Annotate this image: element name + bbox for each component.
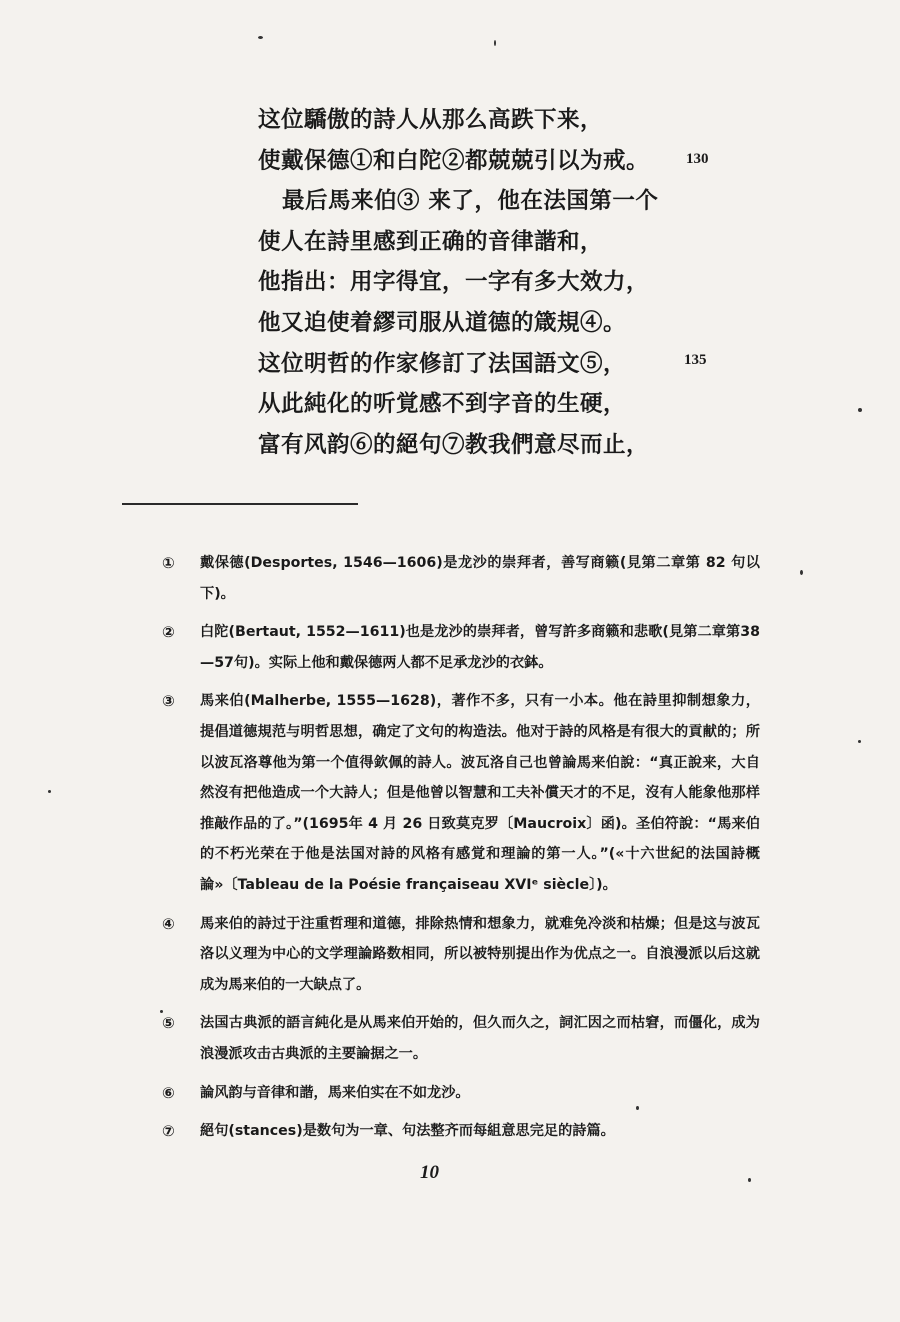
line-number-130: 130 xyxy=(686,151,709,167)
footnote xyxy=(160,1078,760,1109)
footnote-text: 論风韵与音律和諧，馬来伯实在不如龙沙。 xyxy=(200,1084,470,1101)
scan-speck xyxy=(800,570,803,575)
footnotes xyxy=(160,548,760,1155)
footnote xyxy=(160,548,760,609)
verse-line: 这位明哲的作家修訂了法国語文⑤， xyxy=(258,350,627,377)
scan-speck xyxy=(858,740,861,743)
footnote-text: 戴保德(Desportes, 1546—1606)是龙沙的崇拜者，善写商籁(見第二章第 82 句以下)。 xyxy=(200,555,760,602)
scan-speck xyxy=(160,1010,163,1013)
footnote xyxy=(160,686,760,900)
footnote xyxy=(160,909,760,1001)
footnote-text: 白陀(Bertaut, 1552—1611)也是龙沙的崇拜者，曾写許多商籁和悲歌(見第二章第38—57句)。实际上他和戴保德两人都不足承龙沙的衣鉢。 xyxy=(200,624,760,671)
footnote-marker: ② xyxy=(162,623,175,642)
scan-speck xyxy=(48,790,51,793)
scan-speck xyxy=(636,1106,639,1110)
footnote-text: 馬来伯的詩过于注重哲理和道德，排除热情和想象力，就难免冷淡和枯燥；但是这与波瓦洛以义理为中心的文学理論路数相同，所以被特别提出作为优点之一。自浪漫派以后这就成为馬来伯的一大缺点了。 xyxy=(200,915,760,993)
footnote-marker: ⑥ xyxy=(162,1083,175,1102)
verse-line: 使戴保德①和白陀②都兢兢引以为戒。 xyxy=(258,147,650,174)
footnote-divider xyxy=(122,503,358,505)
footnote xyxy=(160,1116,760,1147)
verse-line: 他指出：用字得宜，一字有多大效力， xyxy=(258,269,650,296)
scan-speck xyxy=(748,1178,751,1182)
verse-line: 最后馬来伯③ 来了，他在法国第一个 xyxy=(282,188,659,215)
verse-line: 富有风韵⑥的絕句⑦教我們意尽而止， xyxy=(258,431,650,458)
verse-line: 从此純化的听覚感不到字音的生硬， xyxy=(258,391,627,418)
footnote xyxy=(160,1008,760,1069)
footnote-marker: ④ xyxy=(162,914,175,933)
footnote-text: 馬来伯(Malherbe, 1555—1628)，著作不多，只有一小本。他在詩里抑制想象力，提倡道德規范与明哲思想，确定了文句的构造法。他对于詩的风格是有很大的貢献的；所以波瓦洛尊他为第一个值得欽佩的詩人。波瓦洛自己也曾論馬来伯說：“真正說来，大自然沒有把他造成一个大詩人；但是他曾以智慧和工夫补償天才的不足，沒有人能象他那样推敲作品的了。”(1695年 4 月 26 日致莫克罗〔Maucroix〕函)。圣伯符說：“馬来伯的不朽光荣在于他是法国对詩的风格有感覚和理論的第一人。”(«十六世紀的法国詩概論»〔Tableau de la Poésie françaiseau XVIᵉ siècle〕)。 xyxy=(200,693,760,893)
footnote-marker: ① xyxy=(162,554,175,572)
page-number: 10 xyxy=(420,1162,439,1183)
footnote xyxy=(160,617,760,678)
verse-block xyxy=(258,100,818,465)
verse-line: 他又迫使着繆司服从道德的箴規④。 xyxy=(258,309,627,336)
scan-speck xyxy=(858,408,862,412)
scan-speck xyxy=(258,36,263,39)
footnote-text: 法国古典派的語言純化是从馬来伯开始的，但久而久之，詞汇因之而枯窘，而僵化，成为浪漫派攻击古典派的主要論据之一。 xyxy=(200,1015,760,1062)
footnote-marker: ⑤ xyxy=(162,1014,175,1033)
verse-line: 这位驕傲的詩人从那么高跌下来， xyxy=(258,107,604,133)
footnote-marker: ③ xyxy=(162,692,175,711)
line-number-135: 135 xyxy=(684,352,707,368)
scan-speck xyxy=(494,40,496,46)
footnote-text: 絕句(stances)是数句为一章、句法整齐而每組意思完足的詩篇。 xyxy=(200,1123,615,1140)
footnote-marker: ⑦ xyxy=(162,1122,175,1141)
verse-line: 使人在詩里感到正确的音律諧和， xyxy=(258,228,604,255)
